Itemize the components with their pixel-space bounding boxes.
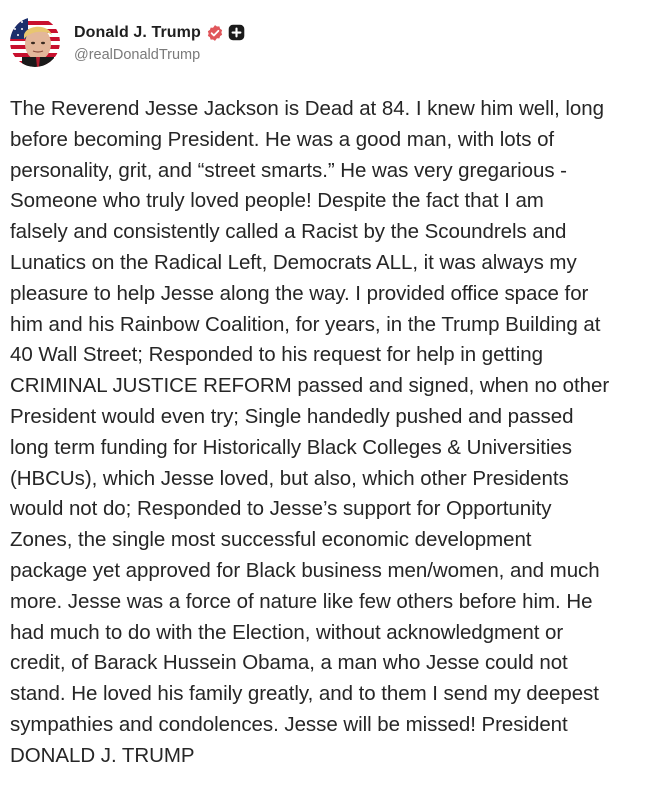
author-name-row xyxy=(74,22,245,44)
author-display-name[interactable]: Donald J. Trump xyxy=(74,23,201,41)
verified-badge-icon xyxy=(206,24,224,42)
post-text: The Reverend Jesse Jackson is Dead at 84. I knew him well, long before becoming President. He was a good man, with lots of personality, grit, and “street smarts.” He was very gregarious - Someone who truly loved people! Despite the fact that I am falsely and consistently called a Racist by the Scoundrels and Lunatics on the Radical Left, Democrats ALL, it was always my pleasure to help Jesse along the way. I provided office space for him and his Rainbow Coalition, for years, in the Trump Building at 40 Wall Street; Responded to his request for help in getting CRIMINAL JUSTICE REFORM passed and signed, when no other President would even try; Single handedly pushed and passed long term funding for Historically Black Colleges & Universities (HBCUs), which Jesse loved, but also, which other Presidents would not do; Responded to Jesse’s support for Opportunity Zones, the single most successful economic development package yet approved for Black business men/women, and much more. Jesse was a force of nature like few others before him. He had much to do with the Election, without acknowledgment or credit, of Barack Hussein Obama, a man who Jesse could not stand. He loved his family greatly, and to them I send my deepest sympathies and condolences. Jesse will be missed! President DONALD J. TRUMP xyxy=(10,97,610,767)
post-header xyxy=(10,14,245,70)
avatar[interactable] xyxy=(10,17,60,67)
avatar-image xyxy=(10,17,60,67)
author-identity xyxy=(74,22,245,63)
plus-badge-icon xyxy=(228,24,245,41)
author-handle[interactable]: @realDonaldTrump xyxy=(74,46,201,63)
